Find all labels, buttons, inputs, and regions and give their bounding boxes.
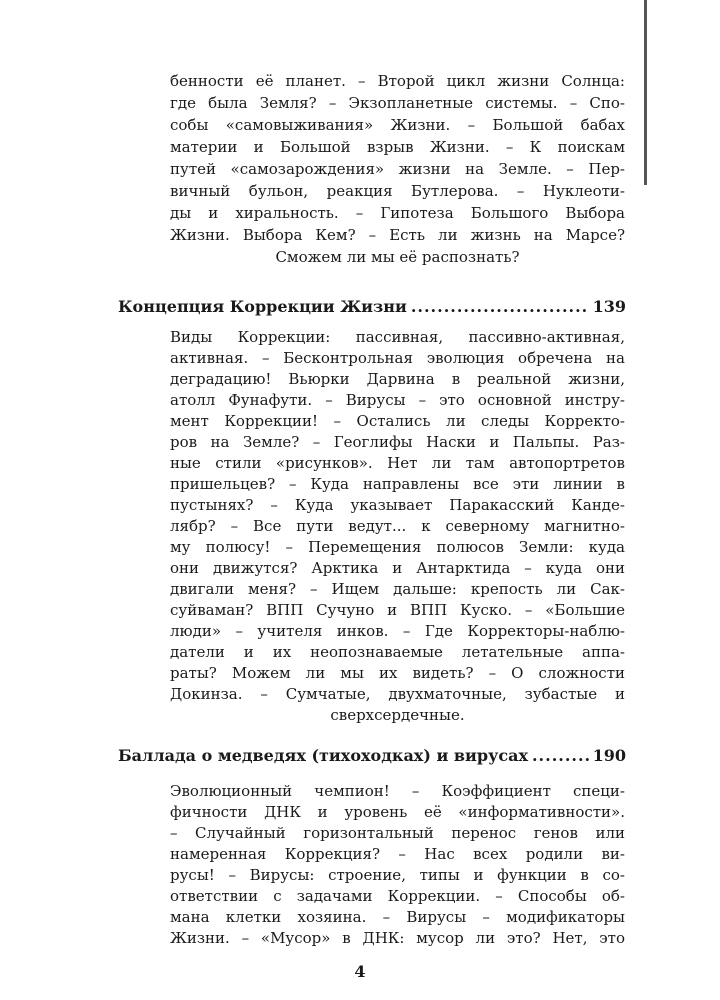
description-line: суйваман? ВПП Сучуно и ВПП Куско. – «Большие (170, 601, 625, 619)
leader-dots (532, 745, 589, 767)
description-line: сверхсердечные. (330, 706, 465, 724)
description-line: ров на Земле? – Геоглифы Наски и Пальпы. Раз- (170, 433, 625, 451)
description-line: материи и Большой взрыв Жизни. – К поискам (170, 138, 625, 156)
toc-entry-title: Баллада о медведях (тихоходках) и вирусах (118, 746, 528, 765)
description-line: Жизни. – «Мусор» в ДНК: мусор ли это? Нет, это (170, 929, 625, 947)
description-line: Жизни. Выбора Кем? – Есть ли жизнь на Марсе? (170, 226, 625, 244)
description-line: Виды Коррекции: пассивная, пассивно-активная, (170, 328, 625, 346)
leader-dots (411, 296, 589, 318)
description-line: активная. – Бесконтрольная эволюция обречена на (170, 349, 625, 367)
description-line: вичный бульон, реакция Бутлерова. – Нуклеоти- (170, 182, 625, 200)
scan-edge (644, 0, 647, 185)
description-line: бенности её планет. – Второй цикл жизни Солнца: (170, 72, 625, 90)
section-description (170, 70, 625, 268)
description-line: лябр? – Все пути ведут... к северному магнитно- (170, 517, 625, 535)
description-line: двигали меня? – Ищем дальше: крепость ли Сак- (170, 580, 625, 598)
description-line: ответствии с задачами Коррекции. – Способы об- (170, 887, 625, 905)
description-line: раты? Можем ли мы их видеть? – О сложности (170, 664, 625, 682)
description-line: русы! – Вирусы: строение, типы и функции в со- (170, 866, 625, 884)
toc-entry-correction-concept[interactable] (118, 296, 626, 318)
section-description (170, 781, 625, 949)
description-line: намеренная Коррекция? – Нас всех родили ви- (170, 845, 625, 863)
description-line: путей «самозарождения» жизни на Земле. – Пер- (170, 160, 625, 178)
description-line: пришельцев? – Куда направлены все эти линии в (170, 475, 625, 493)
description-line: где была Земля? – Экзопланетные системы. – Спо- (170, 94, 625, 112)
description-line: ные стили «рисунков». Нет ли там автопортретов (170, 454, 625, 472)
description-line: ды и хиральность. – Гипотеза Большого Выбора (170, 204, 625, 222)
description-line: собы «самовыживания» Жизни. – Большой бабах (170, 116, 625, 134)
toc-entry-ballad[interactable] (118, 745, 626, 767)
description-line: мент Коррекции! – Остались ли следы Корректо- (170, 412, 625, 430)
description-line: Эволюционный чемпион! – Коэффициент специ- (170, 782, 625, 800)
description-line: Докинза. – Сумчатые, двухматочные, зубастые и (170, 685, 625, 703)
page-number: 4 (354, 962, 366, 981)
description-line: деградацию! Вьюрки Дарвина в реальной жизни, (170, 370, 625, 388)
description-line: му полюсу! – Перемещения полюсов Земли: куда (170, 538, 625, 556)
description-line: мана клетки хозяина. – Вирусы – модификаторы (170, 908, 625, 926)
toc-entry-page: 190 (592, 746, 626, 765)
description-line: пустынях? – Куда указывает Паракасский Канде- (170, 496, 625, 514)
description-line: датели и их неопознаваемые летательные аппа- (170, 643, 625, 661)
description-line: они движутся? Арктика и Антарктида – куда они (170, 559, 625, 577)
toc-entry-page: 139 (592, 297, 626, 316)
description-line: люди» – учителя инков. – Где Корректоры-наблю- (170, 622, 625, 640)
toc-entry-title: Концепция Коррекции Жизни (118, 297, 407, 316)
section-description (170, 327, 625, 726)
description-line: Сможем ли мы её распознать? (275, 248, 520, 266)
description-line: атолл Фунафути. – Вирусы – это основной инстру- (170, 391, 625, 409)
description-line: фичности ДНК и уровень её «информативности». (170, 803, 625, 821)
description-line: – Случайный горизонтальный перенос генов или (170, 824, 625, 842)
